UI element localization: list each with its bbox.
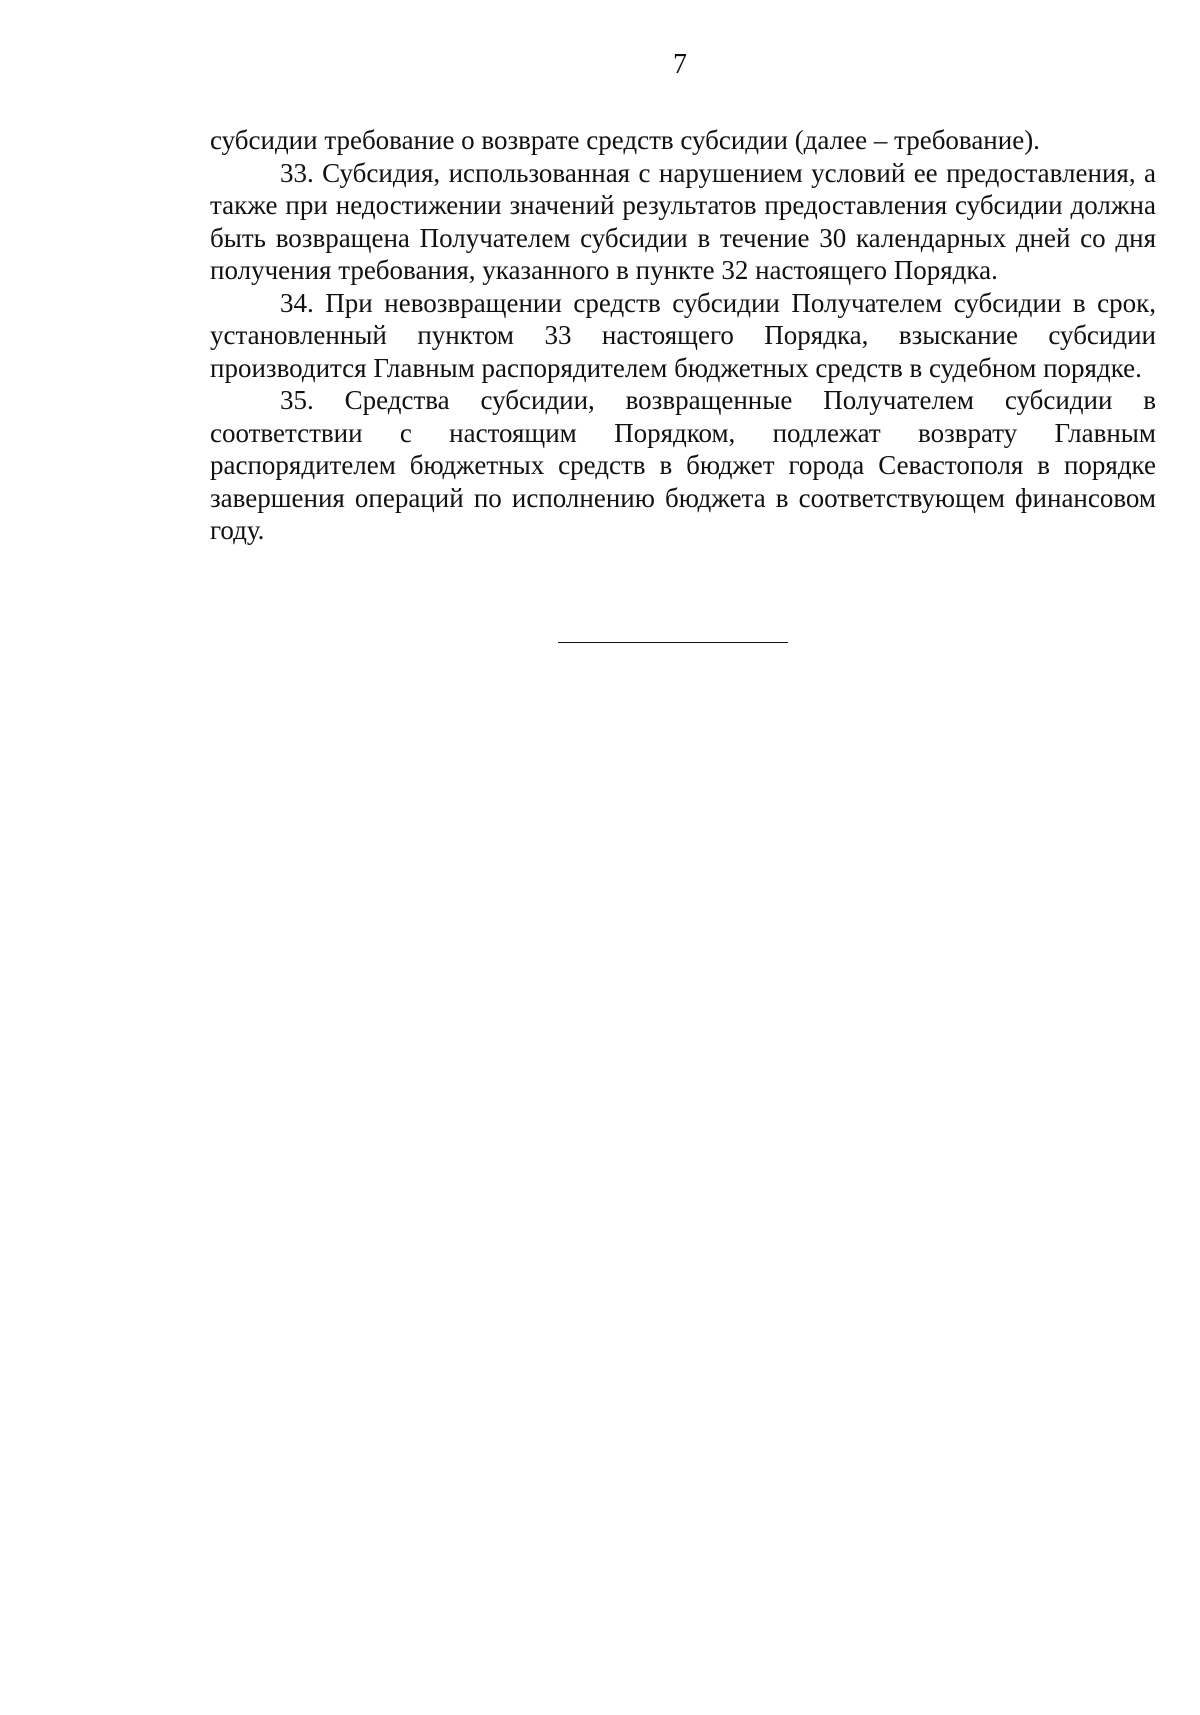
end-of-document-rule xyxy=(558,642,788,643)
paragraph-35: 35. Средства субсидии, возвращенные Получателем субсидии в соответствии с настоящим Порядком, подлежат возврату Главным распорядителем бюджетных средств в бюджет города Севастополя в порядке завершения операций по исполнению бюджета в соответствующем финансовом году. xyxy=(210,385,1156,545)
paragraph-continuation: субсидии требование о возврате средств субсидии (далее – требование). xyxy=(210,125,1040,155)
paragraph-34: 34. При невозвращении средств субсидии Получателем субсидии в срок, установленный пунктом 33 настоящего Порядка, взыскание субсидии производится Главным распорядителем бюджетных средств в судебном порядке. xyxy=(210,287,1156,383)
paragraph-33: 33. Субсидия, использованная с нарушением условий ее предоставления, а также при недостижении значений результатов предоставления субсидии должна быть возвращена Получателем субсидии в течение 30 календарных дней со дня получения требования, указанного в пункте 32 настоящего Порядка. xyxy=(210,157,1156,285)
document-body xyxy=(210,124,1156,547)
page-number: 7 xyxy=(673,49,687,80)
